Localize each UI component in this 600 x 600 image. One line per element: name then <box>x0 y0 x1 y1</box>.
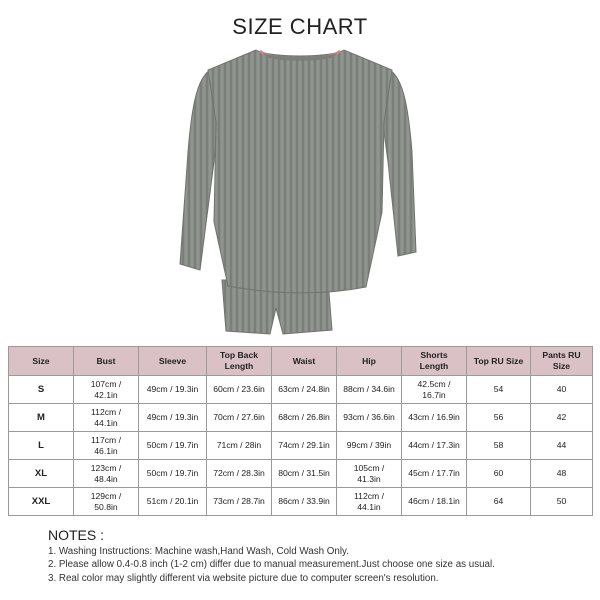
column-header: Bust <box>74 347 139 376</box>
note-item: 2. Please allow 0.4-0.8 inch (1-2 cm) differ due to manual measurement.Just choose one size as usual. <box>48 559 495 571</box>
table-cell: 51cm / 20.1in <box>139 488 207 516</box>
table-cell: 50cm / 19.7in <box>139 460 207 488</box>
table-cell: 60 <box>467 460 531 488</box>
column-header: Shorts Length <box>402 347 467 376</box>
table-cell: 42.5cm / 16.7in <box>402 376 467 404</box>
size-chart-table <box>8 346 593 516</box>
size-cell: XXL <box>9 488 74 516</box>
table-cell: 68cm / 26.8in <box>272 404 337 432</box>
table-row <box>9 432 593 460</box>
table-cell: 44 <box>531 432 593 460</box>
table-cell: 107cm / 42.1in <box>74 376 139 404</box>
table-cell: 99cm / 39in <box>337 432 402 460</box>
table-row <box>9 404 593 432</box>
table-cell: 42 <box>531 404 593 432</box>
table-cell: 80cm / 31.5in <box>272 460 337 488</box>
column-header: Sleeve <box>139 347 207 376</box>
table-cell: 46cm / 18.1in <box>402 488 467 516</box>
page-title: SIZE CHART <box>232 14 368 39</box>
column-header: Size <box>9 347 74 376</box>
notes-heading: NOTES : <box>48 527 105 543</box>
table-cell: 86cm / 33.9in <box>272 488 337 516</box>
table-cell: 50cm / 19.7in <box>139 432 207 460</box>
table-cell: 71cm / 28in <box>207 432 272 460</box>
table-cell: 60cm / 23.6in <box>207 376 272 404</box>
column-header: Top RU Size <box>467 347 531 376</box>
table-cell: 70cm / 27.6in <box>207 404 272 432</box>
table-cell: 105cm / 41.3in <box>337 460 402 488</box>
table-cell: 40 <box>531 376 593 404</box>
size-cell: M <box>9 404 74 432</box>
column-header: Hip <box>337 347 402 376</box>
size-cell: L <box>9 432 74 460</box>
table-cell: 64 <box>467 488 531 516</box>
table-cell: 74cm / 29.1in <box>272 432 337 460</box>
table-cell: 58 <box>467 432 531 460</box>
header-row <box>9 347 593 376</box>
table-cell: 50 <box>531 488 593 516</box>
column-header: Top Back Length <box>207 347 272 376</box>
size-cell: S <box>9 376 74 404</box>
column-header: Waist <box>272 347 337 376</box>
table-cell: 63cm / 24.8in <box>272 376 337 404</box>
table-cell: 123cm / 48.4in <box>74 460 139 488</box>
note-item: 3. Real color may slightly different via website picture due to computer screen's resolution. <box>48 572 439 584</box>
note-item: 1. Washing Instructions: Machine wash,Hand Wash, Cold Wash Only. <box>48 546 349 557</box>
table-cell: 56 <box>467 404 531 432</box>
table-body <box>9 376 593 516</box>
table-cell: 112cm / 44.1in <box>337 488 402 516</box>
notes-section <box>48 527 593 585</box>
table-cell: 73cm / 28.7in <box>207 488 272 516</box>
table-cell: 129cm / 50.8in <box>74 488 139 516</box>
table-row <box>9 460 593 488</box>
table-cell: 48 <box>531 460 593 488</box>
column-header: Pants RU Size <box>531 347 593 376</box>
table-cell: 88cm / 34.6in <box>337 376 402 404</box>
sweater-body <box>208 50 392 293</box>
table-cell: 49cm / 19.3in <box>139 376 207 404</box>
table-row <box>9 488 593 516</box>
table-cell: 44cm / 17.3in <box>402 432 467 460</box>
table-cell: 112cm / 44.1in <box>74 404 139 432</box>
table-row <box>9 376 593 404</box>
table-cell: 43cm / 16.9in <box>402 404 467 432</box>
table-cell: 117cm / 46.1in <box>74 432 139 460</box>
size-cell: XL <box>9 460 74 488</box>
table-cell: 45cm / 17.7in <box>402 460 467 488</box>
product-photo <box>170 42 430 342</box>
table-cell: 49cm / 19.3in <box>139 404 207 432</box>
table-cell: 54 <box>467 376 531 404</box>
table-cell: 72cm / 28.3in <box>207 460 272 488</box>
table-cell: 93cm / 36.6in <box>337 404 402 432</box>
table-header <box>9 347 593 376</box>
